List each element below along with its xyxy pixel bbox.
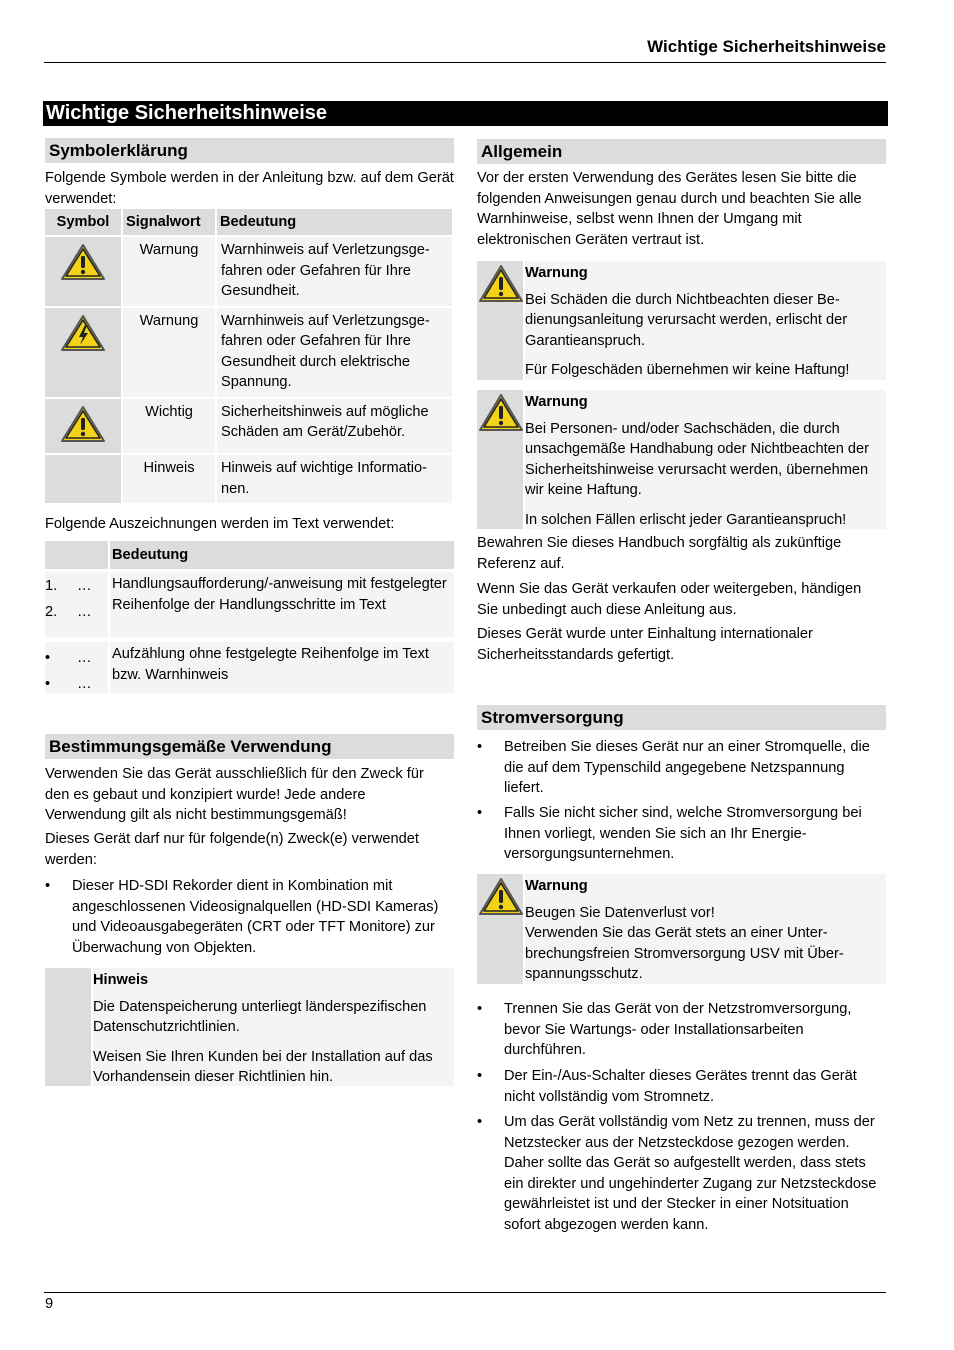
meaning-text: Warnhinweis auf Verletzungsgefahren oder Gefahren für Ihre Gesundheit durch elektrische Spannung. (217, 308, 452, 397)
page-number: 9 (45, 1296, 54, 1312)
list-item-text: Der Ein-/Aus-Schalter dieses Gerätes trennt das Gerät nicht vollständig vom Stromnetz. (504, 1068, 857, 1105)
markup-meaning: Handlungsaufforderung/-anweisung mit festgelegter Reihenfolge der Handlungsschritte im Text (110, 572, 454, 637)
warning-content (525, 263, 884, 381)
signal-word: Warnung (123, 237, 215, 306)
warning-triangle-icon (478, 264, 524, 304)
column-header-meaning: Bedeutung (217, 209, 452, 235)
symbol-cell (45, 399, 121, 454)
meaning-text: Hinweis auf wichtige Informationen. (217, 455, 452, 503)
symbols-intro: Folgende Symbole werden in der Anleitung bzw. auf dem Gerät verwendet: (45, 170, 454, 207)
warning-title: Warnung (525, 394, 588, 410)
section-heading-general: Allgemein (477, 139, 886, 164)
markup-row-numbered (45, 572, 454, 637)
general-intro: Vor der ersten Verwendung des Gerätes lesen Sie bitte die folgenden Anweisungen genau durch und beachten Sie alle Warnhinweise, selbst wenn Ihnen der Umgang mit elektronischen Geräten vertraut ist. (477, 170, 862, 248)
electric-warning-triangle-icon (60, 314, 106, 352)
warning-title: Warnung (525, 265, 588, 281)
bullet-marker: • (477, 1068, 483, 1084)
bullet-marker: • (45, 650, 51, 666)
bullet-marker: • (477, 1114, 483, 1130)
warning-triangle-icon (478, 393, 524, 433)
signal-word: Warnung (123, 308, 215, 397)
warning-text: Für Folgeschäden übernehmen wir keine Haftung! (525, 362, 850, 378)
bullet-marker: • (477, 805, 483, 821)
section-heading-power: Stromversorgung (477, 705, 886, 730)
warning-box (477, 261, 886, 380)
warning-box (477, 874, 886, 984)
warning-content (525, 876, 884, 985)
header-rule (44, 62, 886, 63)
meaning-text: Warnhinweis auf Verletzungsgefahren oder Gefahren für Ihre Gesundheit. (217, 237, 452, 306)
bullet-marker: • (45, 676, 51, 692)
intended-use-text: Verwenden Sie das Gerät ausschließlich für den Zweck für den es gebaut und konzipiert wurde! Jede andere Verwendung gilt als nicht bestimmungsgemäß! (45, 766, 424, 823)
list-item-text: Dieser HD-SDI Rekorder dient in Kombination mit angeschlossenen Videosignalquellen (HD-SDI Kameras) und Videoausgabegeräten (CRT oder TFT Monitore) zur Überwachung von Objekten. (72, 878, 439, 956)
warning-text: Bei Personen- und/oder Sachschäden, die durch unsachgemäße Handhabung oder Nichtbeachten der Sicherheitshinweise verursacht werden, übernehmen wir keine Haftung. (525, 420, 870, 498)
bullet-marker: • (477, 1001, 483, 1017)
markup-intro: Folgende Auszeichnungen werden im Text verwendet: (45, 516, 395, 532)
markup-row-bullets (45, 642, 454, 693)
markup-header-blank (45, 541, 108, 569)
list-item-text: Um das Gerät vollständig vom Netz zu trennen, muss der Netzstecker aus der Netzsteckdose gezogen werden. Daher sollte das Gerät so aufgestellt werden, dass stets ein direkter und ungehinderter Zugang zur Netzsteckdose gewährleistet ist und der Stecker in einer Notsituation sofort abgezogen werden kann. (504, 1114, 877, 1233)
list-item-text: Falls Sie nicht sicher sind, welche Stromversorgung bei Ihnen vorliegt, wenden Sie sich an Ihr Energieversorgungsunternehmen. (504, 805, 862, 862)
ellipsis: … (77, 604, 92, 620)
warning-text: Bei Schäden die durch Nichtbeachten dieser Bedienungsanleitung verursacht werden, erlischt der Garantieanspruch. (525, 291, 848, 349)
note-text: Weisen Sie Ihren Kunden bei der Installation auf das Vorhandensein dieser Richtlinien hin. (93, 1048, 433, 1085)
table-row (45, 237, 452, 306)
symbol-table-header (45, 209, 452, 235)
warning-triangle-icon (478, 877, 524, 917)
markup-marker-cell (45, 642, 108, 693)
intended-use-text: Dieses Gerät darf nur für folgende(n) Zweck(e) verwendet werden: (45, 831, 419, 868)
column-header-meaning: Bedeutung (110, 541, 454, 569)
warning-text: Beugen Sie Datenverlust vor! (525, 904, 715, 921)
section-heading-intended-use: Bestimmungsgemäße Verwendung (45, 734, 454, 759)
section-heading-symbols: Symbolerklärung (45, 138, 454, 163)
signal-word: Wichtig (123, 399, 215, 454)
page-title: Wichtige Sicherheitshinweise (43, 101, 888, 126)
list-item-text: Betreiben Sie dieses Gerät nur an einer Stromquelle, die die auf dem Typenschild angegebene Netzspannung liefert. (504, 739, 870, 796)
note-text: Die Datenspeicherung unterliegt länderspezifischen Datenschutzrichtlinien. (93, 998, 427, 1035)
signal-word: Hinweis (123, 455, 215, 503)
warning-content (525, 392, 884, 530)
note-box (45, 968, 454, 1086)
ellipsis: … (77, 676, 92, 692)
symbol-cell-empty (45, 455, 121, 503)
general-text: Wenn Sie das Gerät verkaufen oder weitergeben, händigen Sie unbedingt auch diese Anleitung aus. (477, 581, 862, 618)
ellipsis: … (77, 578, 92, 594)
warning-triangle-icon (60, 243, 106, 281)
meaning-text: Sicherheitshinweis auf mögliche Schäden am Gerät/Zubehör. (217, 399, 452, 454)
numbered-marker: 1. (45, 578, 58, 594)
warning-triangle-icon (60, 405, 106, 443)
table-row (45, 308, 452, 397)
table-row (45, 399, 452, 454)
general-text: Bewahren Sie dieses Handbuch sorgfältig als zukünftige Referenz auf. (477, 535, 842, 572)
note-title: Hinweis (93, 972, 149, 988)
symbol-cell (45, 308, 121, 397)
list-item-text: Trennen Sie das Gerät von der Netzstromversorgung, bevor Sie Wartungs- oder Installationsarbeiten durchführen. (504, 1001, 852, 1058)
note-side-bar (45, 968, 91, 1086)
warning-box (477, 390, 886, 529)
bullet-marker: • (45, 878, 51, 894)
warning-text: In solchen Fällen erlischt jeder Garantieanspruch! (525, 511, 847, 528)
ellipsis: … (77, 650, 92, 666)
numbered-marker: 2. (45, 604, 58, 620)
footer-rule (44, 1292, 886, 1293)
column-header-symbol: Symbol (45, 209, 121, 235)
markup-meaning: Aufzählung ohne festgelegte Reihenfolge im Text bzw. Warnhinweis (110, 642, 454, 693)
symbol-table (43, 207, 454, 505)
symbol-cell (45, 237, 121, 306)
warning-text: Verwenden Sie das Gerät stets an einer Unterbrechungsfreien Stromversorgung USV mit Überspannungsschutz. (525, 925, 844, 982)
markup-table-header (45, 541, 454, 569)
note-content (93, 970, 452, 1088)
column-header-signal: Signalwort (123, 209, 215, 235)
warning-title: Warnung (525, 878, 588, 894)
markup-marker-cell (45, 572, 108, 637)
table-row (45, 455, 452, 503)
running-header: Wichtige Sicherheitshinweise (647, 37, 886, 56)
general-text: Dieses Gerät wurde unter Einhaltung internationaler Sicherheitsstandards gefertigt. (477, 626, 813, 663)
bullet-marker: • (477, 739, 483, 755)
